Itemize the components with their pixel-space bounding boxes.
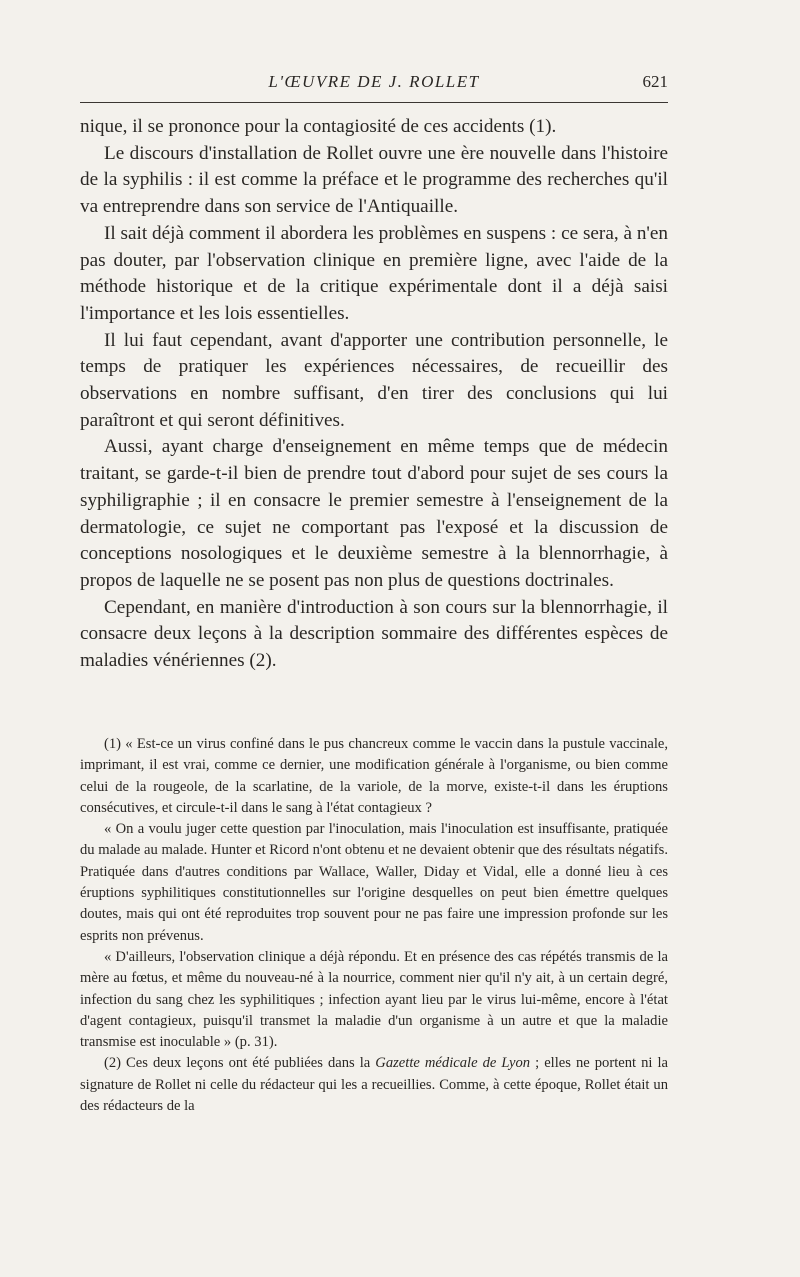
footnote-1-continued: « On a voulu juger cette question par l'inoculation, mais l'inoculation est insuffisante, pratiquée du malade au malade. Hunter et Ricord n'ont obtenu et ne devaient obtenir que des résultats négatifs. Pratiquée dans d'autres conditions par Wallace, Waller, Diday et Vidal, elle a donné lieu à ces éruptions syphilitiques constitutionnelles sur l'origine desquelles on peut bien émettre quelques doutes, mais qui ont été reproduites trop souvent pour ne pas faire une impression profonde sur les esprits non prévenus. <box>80 821 668 944</box>
journal-title: Gazette médicale de Lyon <box>375 1055 531 1072</box>
paragraph: Le discours d'installation de Rollet ouvre une ère nouvelle dans l'histoire de la syphilis : il est comme la préface et le programme des recherches qu'il va entreprendre dans son service de l'Antiquaille. <box>80 142 668 218</box>
footnote-1-continued: « D'ailleurs, l'observation clinique a déjà répondu. Et en présence des cas répétés transmis de la mère au fœtus, et même du nouveau-né à la nourrice, comment nier qu'il n'y ait, à un certain degré, infection du sang chez les syphilitiques ; infection ayant lieu par le virus lui-même, encore à l'état d'agent contagieux, puisqu'il transmet la maladie d'un organisme à un autre et que la maladie transmise est inoculable » (p. 31). <box>80 948 668 1051</box>
footnote-2-text: (2) Ces deux leçons ont été publiées dans la <box>104 1055 376 1072</box>
running-title: L'ŒUVRE DE J. ROLLET <box>268 72 480 91</box>
header-rule <box>80 102 668 103</box>
body-text <box>80 114 668 675</box>
running-header <box>80 72 668 96</box>
paragraph: Cependant, en manière d'introduction à son cours sur la blennorrhagie, il consacre deux leçons à la description sommaire des différentes espèces de maladies vénériennes (2). <box>80 596 668 672</box>
paragraph-continuation: nique, il se prononce pour la contagiosité de ces accidents (1). <box>80 116 557 137</box>
footnote-2-text: ; elles ne portent ni la signature de Rollet ni celle du rédacteur qui les a recueillies. Comme, à cette époque, Rollet était un des rédacteurs de la <box>80 1055 668 1115</box>
paragraph: Il sait déjà comment il abordera les problèmes en suspens : ce sera, à n'en pas douter, par l'observation clinique en première ligne, avec l'aide de la méthode historique et de la critique expérimentale dont il a déjà saisi l'importance et les lois essentielles. <box>80 222 668 324</box>
footnote-2 <box>80 1053 668 1117</box>
paragraph: Aussi, ayant charge d'enseignement en même temps que de médecin traitant, se garde-t-il bien de prendre tout d'abord pour sujet de ses cours la syphiligraphie ; il en consacre le premier semestre à l'enseignement de la dermatologie, ce sujet ne comportant pas l'exposé et la discussion de conceptions nosologiques et le deuxième semestre à la blennorrhagie, à propos de laquelle ne se posent pas non plus de questions doctrinales. <box>80 436 668 591</box>
footnote-1: (1) « Est-ce un virus confiné dans le pus chancreux comme le vaccin dans la pustule vaccinale, imprimant, il est vrai, comme ce dernier, une modification générale à l'organisme, ou bien comme celui de la rougeole, de la scarlatine, de la variole, de la morve, existe-t-il dans les éruptions consécutives, et circule-t-il dans le sang à l'état contagieux ? <box>80 736 668 816</box>
page-number: 621 <box>642 72 668 91</box>
footnotes <box>80 734 668 1117</box>
paragraph: Il lui faut cependant, avant d'apporter une contribution personnelle, le temps de pratiquer les expériences nécessaires, de recueillir des observations en nombre suffisant, d'en tirer des conclusions qui lui paraîtront et qui seront définitives. <box>80 329 668 431</box>
